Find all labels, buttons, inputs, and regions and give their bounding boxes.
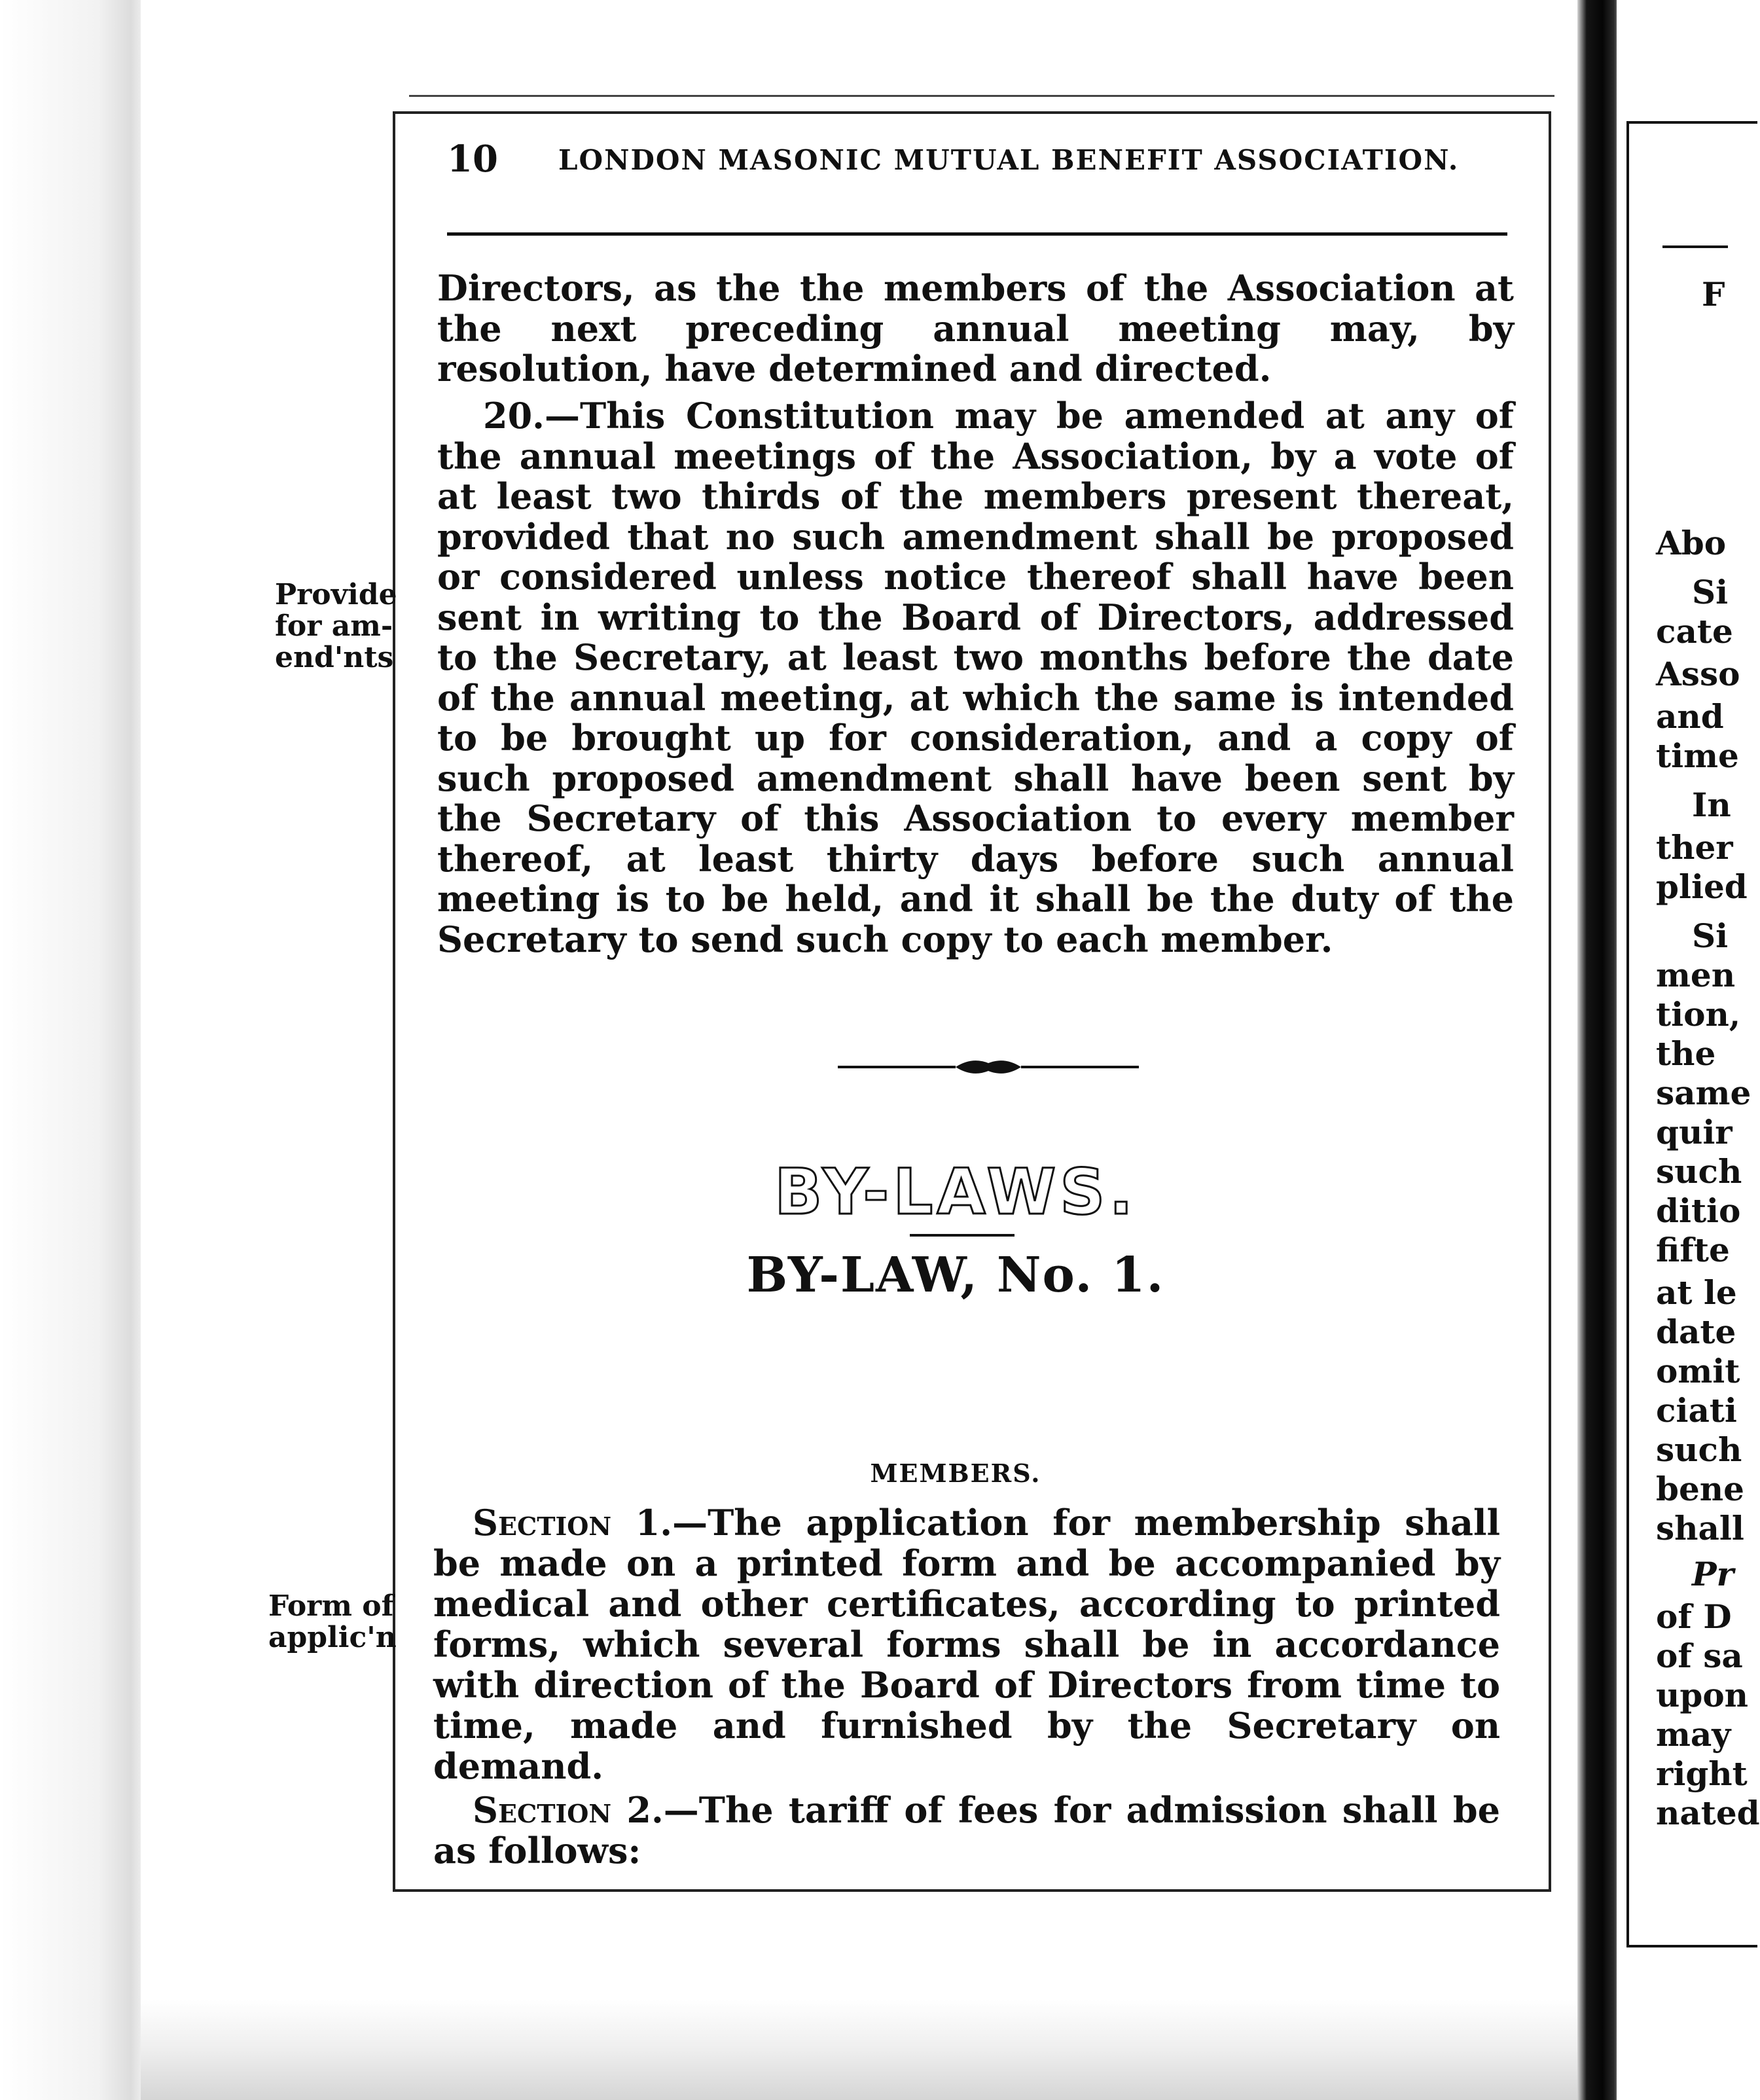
article-20-paragraph: 20.—This Constitution may be amended at any of the annual meetings of the Association, by a vote of at least two thirds of the members present thereat, provided that no such amendment shall be proposed or considered unless notice thereof shall have been sent in writing to the Board of Directors, addressed to the Secretary, at least two months before the date of the annual meeting, at which the same is intended to be brought up for consideration, and a copy of such proposed amendment shall have been sent by the Secretary of this Association to every member thereof, at least thirty days before such annual meeting is to be held, and it shall be the duty of the Secretary to send such copy to each member. xyxy=(437,395,1514,960)
right-page-fragment: quir xyxy=(1656,1113,1733,1151)
right-page-fragment: bene xyxy=(1656,1470,1744,1508)
right-page-fragment: ciati xyxy=(1656,1391,1737,1430)
title-rule xyxy=(910,1234,1015,1237)
section-2-text: —The tariff of fees for admission shall be as follows: xyxy=(433,1789,1500,1872)
bylaws-title: BY-LAWS. xyxy=(774,1155,1137,1229)
section-1-paragraph xyxy=(433,1502,1500,1786)
right-page-fragment: may xyxy=(1656,1715,1731,1754)
right-page-fragment: nated xyxy=(1656,1794,1760,1832)
right-page-fragment: of sa xyxy=(1656,1637,1743,1675)
right-page-fragment: same xyxy=(1656,1074,1751,1112)
margin-note-amendments: Provide for am- end'nts xyxy=(275,578,397,674)
right-page-fragment: Asso xyxy=(1656,655,1740,693)
right-page-fragment: time xyxy=(1656,736,1739,775)
right-page-fragment: Si xyxy=(1692,916,1729,955)
right-page-rule xyxy=(1662,245,1728,248)
section-heading: MEMBERS. xyxy=(870,1458,1041,1488)
right-page-fragment: omit xyxy=(1656,1352,1740,1390)
right-page-fragment: Pr xyxy=(1692,1555,1734,1593)
right-page-fragment: ditio xyxy=(1656,1191,1741,1230)
section-1-text: —The application for membership shall be made on a printed form and be accompanied by medical and other certificates, according to printed forms, which several forms shall be in accordance with direction of the Board of Directors from time to time, made and furnished by the Secretary on demand. xyxy=(433,1502,1500,1787)
right-page-fragment: tion, xyxy=(1656,995,1741,1034)
right-page-fragment: Si xyxy=(1692,573,1729,611)
page-number: 10 xyxy=(447,137,498,181)
right-page-fragment: F xyxy=(1702,275,1725,314)
book-left-edge xyxy=(0,0,141,2100)
right-page-fragment: such xyxy=(1656,1430,1742,1469)
right-page-fragment: upon xyxy=(1656,1676,1749,1714)
book-bottom-edge xyxy=(141,2000,1581,2100)
margin-note-application: Form of applic'n xyxy=(268,1589,397,1654)
right-page-fragment: and xyxy=(1656,697,1724,736)
section-1-label: Section 1. xyxy=(473,1502,673,1544)
running-head xyxy=(447,137,1520,183)
frame-top-rule xyxy=(409,95,1554,97)
right-page-fragment: plied xyxy=(1656,867,1748,906)
right-page-fragment: right xyxy=(1656,1754,1748,1793)
right-page-fragment: at le xyxy=(1656,1273,1737,1312)
right-page-fragment: such xyxy=(1656,1152,1742,1191)
right-page-fragment: of D xyxy=(1656,1597,1732,1636)
header-rule xyxy=(447,232,1507,236)
right-page-fragment: shall xyxy=(1656,1509,1744,1548)
right-page-fragment: In xyxy=(1692,786,1731,824)
right-page-fragment: ther xyxy=(1656,828,1733,867)
ornament-divider xyxy=(838,1054,1139,1080)
section-2-paragraph xyxy=(433,1790,1500,1871)
section-2-label: Section 2. xyxy=(473,1789,664,1831)
right-page-fragment: fifte xyxy=(1656,1231,1730,1269)
right-page-fragment: Abo xyxy=(1656,524,1727,562)
running-title: LONDON MASONIC MUTUAL BENEFIT ASSOCIATION. xyxy=(558,144,1460,176)
right-page-fragment: the xyxy=(1656,1034,1716,1073)
right-page-fragment: cate xyxy=(1656,612,1733,651)
right-page-fragment: men xyxy=(1656,956,1736,994)
continuation-paragraph: Directors, as the the members of the Association at the next preceding annual meeting may, by resolution, have determined and directed. xyxy=(437,267,1514,389)
right-page-fragment: date xyxy=(1656,1312,1736,1351)
bylaw-number: BY-LAW, No. 1. xyxy=(746,1247,1165,1303)
